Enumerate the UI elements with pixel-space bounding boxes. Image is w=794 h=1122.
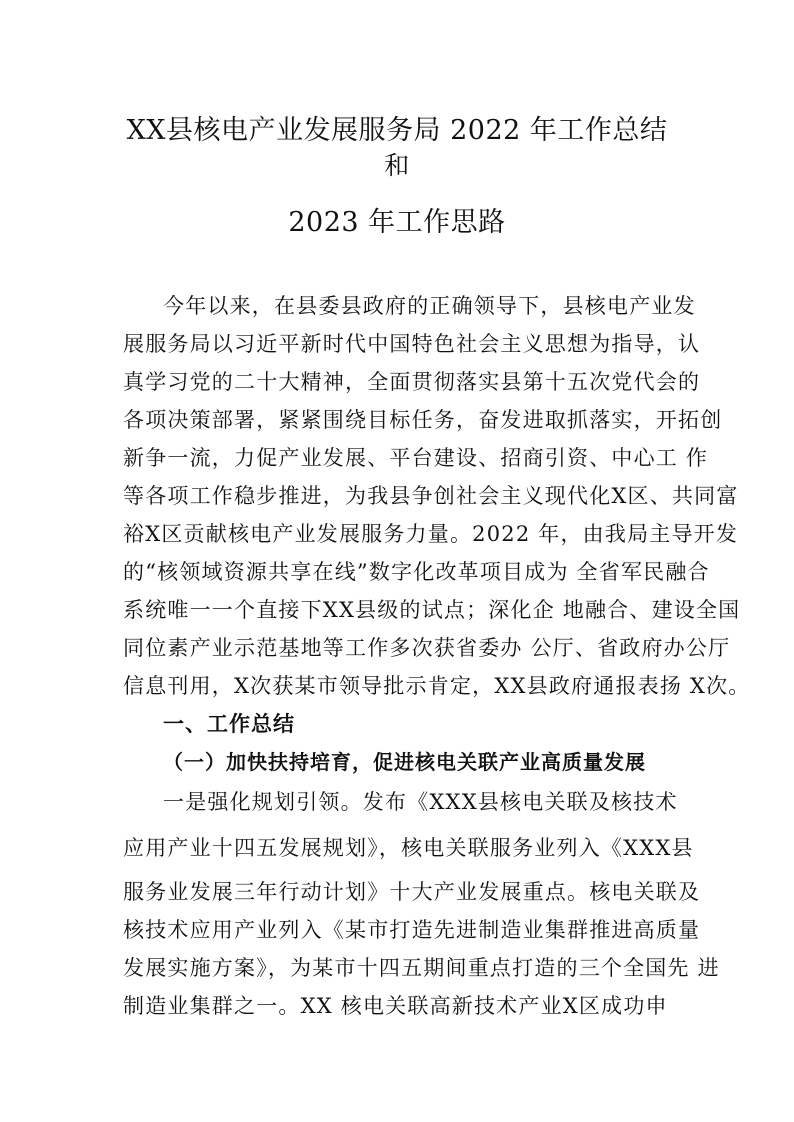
intro-line: 系统唯一一个直接下XX县级的试点；深化企 地融合、建设全国 [123,598,741,622]
document-title-line-2: 和 [384,151,410,180]
section-heading: 一、工作总结 [163,712,295,736]
intro-line: 今年以来，在县委县政府的正确领导下，县核电产业发 [163,294,696,318]
body-line: 一是强化规划引领。发布《XXX县核电关联及核技术 [163,790,678,814]
body-line: 制造业集群之一。XX 核电关联高新技术产业X区成功申 [123,994,668,1018]
intro-line: 信息刊用，X次获某市领导批示肯定，XX县政府通报表扬 X次。 [123,674,751,698]
intro-line: 真学习党的二十大精神，全面贯彻落实县第十五次党代会的 [123,370,701,394]
intro-line: 同位素产业示范基地等工作多次获省委办 公厅、省政府办公厅 [123,636,731,660]
intro-line: 的“核领域资源共享在线”数字化改革项目成为 全省军民融合 [123,560,710,584]
intro-line: 等各项工作稳步推进，为我县争创社会主义现代化X区、共同富 [123,484,739,508]
document-title-line-1: XX县核电产业发展服务局 2022 年工作总结 [126,115,668,146]
intro-line: 各项决策部署，紧紧围绕目标任务，奋发进取抓落实，开拓创 [123,408,723,432]
intro-line: 裕X区贡献核电产业发展服务力量。2022 年，由我局主导开发 [123,522,739,546]
body-line: 应用产业十四五发展规划》，核电关联服务业列入《XXX县 [123,836,694,860]
subsection-heading: （一）加快扶持培育，促进核电关联产业高质量发展 [163,750,646,774]
body-line: 服务业发展三年行动计划》十大产业发展重点。核电关联及 [123,880,701,904]
body-line: 发展实施方案》，为某市十四五期间重点打造的三个全国先 进 [123,956,720,980]
intro-line: 新争一流，力促产业发展、平台建设、招商引资、中心工 作 [123,446,709,470]
body-line: 核技术应用产业列入《某市打造先进制造业集群推进高质量 [123,918,701,942]
document-title-line-3: 2023 年工作思路 [288,207,506,238]
intro-line: 展服务局以习近平新时代中国特色社会主义思想为指导，认 [123,332,701,356]
